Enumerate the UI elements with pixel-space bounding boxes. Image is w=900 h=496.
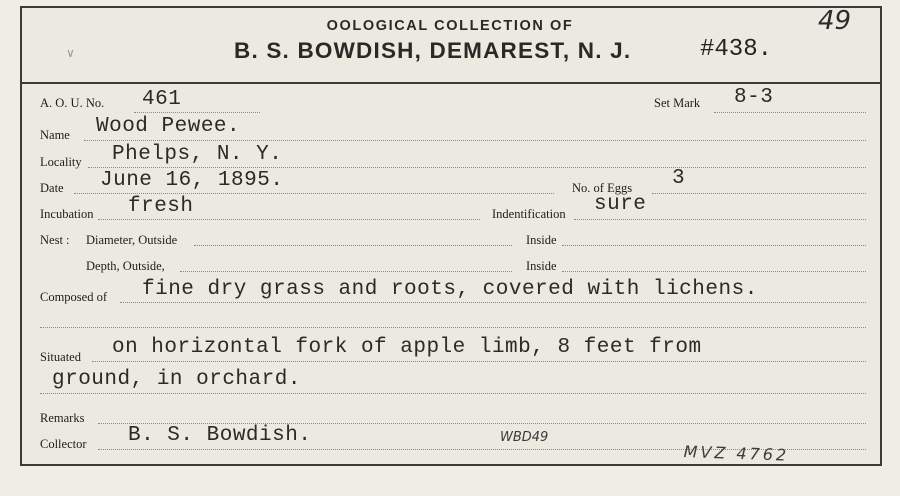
remarks-label: Remarks: [40, 411, 85, 425]
eggs-label: No. of Eggs: [572, 181, 633, 195]
collector-label: Collector: [40, 437, 87, 451]
depth-inside-label: Inside: [526, 259, 557, 273]
situated-line: [92, 361, 866, 362]
pencil-mark: ∨: [66, 46, 75, 60]
depth-label: Depth, Outside,: [86, 259, 165, 273]
identification-value: sure: [594, 193, 647, 216]
composed-label: Composed of: [40, 290, 108, 304]
corner-handwritten-number: 49: [818, 6, 852, 36]
diameter-inside-line: [562, 245, 866, 246]
identification-line: [574, 219, 866, 220]
eggs-line: [652, 193, 866, 194]
date-label: Date: [40, 181, 64, 195]
depth-inside-line: [562, 271, 866, 272]
composed-line-2: [40, 327, 866, 328]
situated-value-line1: on horizontal fork of apple limb, 8 feet from: [112, 336, 702, 359]
diameter-label: Diameter, Outside: [86, 233, 178, 247]
date-line: [74, 193, 554, 194]
collector-heading: B. S. BOWDISH, DEMAREST, N. J.: [234, 38, 632, 63]
locality-label: Locality: [40, 155, 82, 169]
aou-label: A. O. U. No.: [40, 96, 105, 110]
incubation-value: fresh: [128, 195, 194, 218]
name-line: [84, 140, 866, 141]
locality-line: [88, 167, 866, 168]
incubation-line: [98, 219, 480, 220]
header-divider: [20, 82, 882, 84]
composed-line: [120, 302, 866, 303]
setmark-value: 8-3: [734, 86, 774, 109]
locality-value: Phelps, N. Y.: [112, 143, 283, 166]
situated-label: Situated: [40, 350, 81, 364]
aou-value: 461: [142, 88, 182, 111]
collection-heading: OOLOGICAL COLLECTION OF: [326, 18, 574, 34]
situated-line-2: [40, 393, 866, 394]
identification-label: Indentification: [492, 207, 566, 221]
collector-value: B. S. Bowdish.: [128, 424, 312, 447]
nest-label: Nest :: [40, 233, 70, 247]
name-label: Name: [40, 128, 70, 142]
diameter-inside-label: Inside: [526, 233, 557, 247]
name-value: Wood Pewee.: [96, 115, 241, 138]
incubation-label: Incubation: [40, 207, 94, 221]
eggs-value: 3: [672, 167, 686, 190]
diameter-line: [194, 245, 512, 246]
situated-value-line2: ground, in orchard.: [52, 368, 301, 391]
handwritten-wbd-note: WBD49: [500, 430, 549, 445]
catalog-number: #438.: [700, 36, 773, 63]
depth-line: [180, 271, 512, 272]
setmark-label: Set Mark: [654, 96, 701, 110]
aou-line: [134, 112, 260, 113]
handwritten-mvz-note: MVZ 4762: [683, 442, 790, 465]
date-value: June 16, 1895.: [100, 169, 284, 192]
composed-value: fine dry grass and roots, covered with lichens.: [142, 278, 758, 301]
setmark-line: [714, 112, 866, 113]
